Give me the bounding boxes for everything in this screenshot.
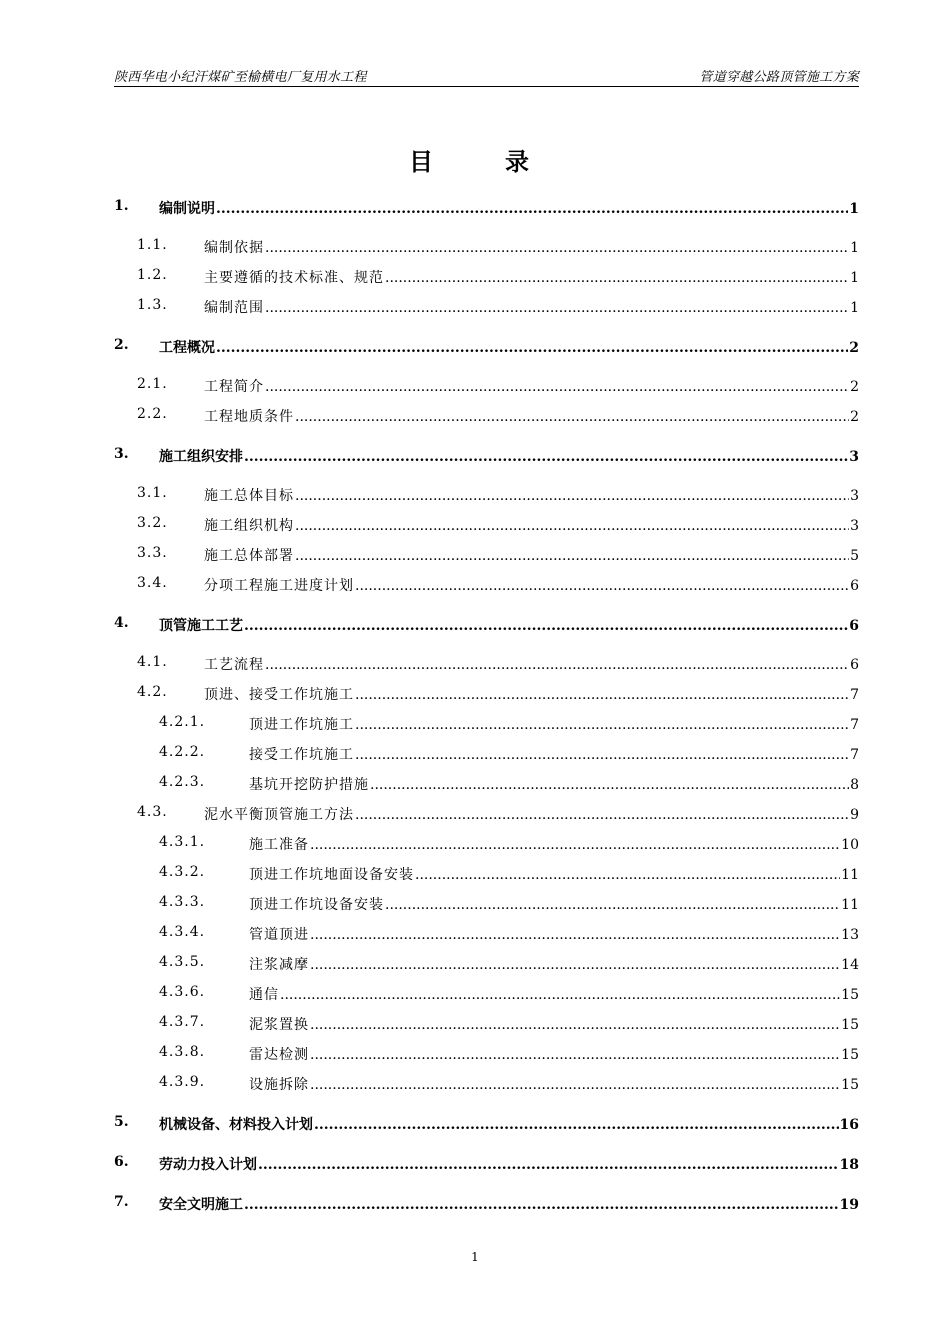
toc-entry-label[interactable]: 设施拆除 [249,1077,309,1093]
toc-entry-leader [249,714,859,734]
toc-entry[interactable] [0,774,950,796]
toc-entry-label[interactable]: 施工组织安排 [159,449,243,465]
toc-entry-label[interactable]: 施工组织机构 [204,518,294,534]
toc-entry-leader [204,804,859,824]
toc-entry[interactable] [0,1194,950,1216]
toc-entry-leader [249,744,859,764]
toc-entry-number: 3.3. [137,545,168,561]
toc-entry-page: 2 [849,340,859,356]
toc-entry-leader [249,864,859,884]
header-document-title: 管道穿越公路顶管施工方案 [699,70,859,85]
toc-entry-label[interactable]: 工艺流程 [204,657,264,673]
toc-entry[interactable] [0,1014,950,1036]
toc-entry[interactable] [0,237,950,259]
page-header [114,64,859,87]
toc-entry-label[interactable]: 施工总体部署 [204,548,294,564]
toc-dot-leader [415,867,840,883]
toc-title: 目录 [409,147,601,176]
toc-entry-page: 18 [839,1157,859,1173]
toc-entry-leader [159,1194,859,1214]
toc-dot-leader [280,987,840,1003]
toc-entry-leader [249,774,859,794]
toc-entry-label[interactable]: 雷达检测 [249,1047,309,1063]
toc-entry-number: 4.2.1. [159,714,206,730]
toc-entry-leader [204,237,859,257]
toc-entry-label[interactable]: 顶进、接受工作坑施工 [204,687,354,703]
toc-entry-page: 16 [839,1117,859,1133]
toc-dot-leader [295,548,849,564]
toc-dot-leader [355,717,849,733]
toc-entry-leader [204,485,859,505]
toc-dot-leader [265,657,849,673]
toc-entry-leader [204,297,859,317]
toc-entry[interactable] [0,1044,950,1066]
toc-entry-page: 6 [849,618,859,634]
toc-dot-leader [310,927,840,943]
toc-entry[interactable] [0,714,950,736]
toc-dot-leader [258,1157,839,1173]
toc-entry[interactable] [0,654,950,676]
toc-entry-number: 1.1. [137,237,168,253]
toc-entry-leader [249,834,859,854]
page-number: 1 [471,1250,479,1264]
toc-entry-leader [249,894,859,914]
toc-dot-leader [355,687,849,703]
toc-entry-number: 4.3.9. [159,1074,206,1090]
toc-entry-page: 19 [839,1197,859,1213]
toc-entry-label[interactable]: 工程地质条件 [204,409,294,425]
toc-entry-number: 2.2. [137,406,168,422]
toc-entry-number: 4.2.2. [159,744,206,760]
toc-dot-leader [310,1017,840,1033]
toc-dot-leader [244,449,848,465]
toc-entry-number: 3.1. [137,485,168,501]
toc-entry-number: 4.1. [137,654,168,670]
toc-entry-number: 4. [114,615,129,631]
toc-entry[interactable] [0,744,950,766]
toc-entry-label[interactable]: 顶管施工工艺 [159,618,243,634]
toc-dot-leader [216,201,848,217]
toc-entry-number: 1.2. [137,267,168,283]
toc-entry-label[interactable]: 顶进工作坑设备安装 [249,897,384,913]
toc-entry-label[interactable]: 接受工作坑施工 [249,747,354,763]
toc-entry-number: 2.1. [137,376,168,392]
toc-entry-number: 4.3.4. [159,924,206,940]
toc-entry-number: 4.2. [137,684,168,700]
toc-entry-page: 3 [850,518,859,534]
toc-entry-label[interactable]: 工程简介 [204,379,264,395]
toc-entry-page: 2 [850,379,859,395]
toc-dot-leader [310,1047,840,1063]
toc-entry[interactable] [0,297,950,319]
header-project-title: 陕西华电小纪汗煤矿至榆横电厂复用水工程 [114,70,367,85]
toc-entry-page: 7 [850,717,859,733]
toc-entry-leader [204,684,859,704]
toc-entry-label[interactable]: 顶进工作坑施工 [249,717,354,733]
toc-entry-number: 4.3.7. [159,1014,206,1030]
toc-entry-number: 3.2. [137,515,168,531]
toc-entry-leader [204,545,859,565]
toc-entry[interactable] [0,515,950,537]
toc-entry-page: 15 [841,1047,859,1063]
toc-entry-page: 3 [849,449,859,465]
toc-entry-label[interactable]: 编制范围 [204,300,264,316]
toc-entry[interactable] [0,804,950,826]
toc-entry-leader [249,924,859,944]
toc-entry-number: 4.3.8. [159,1044,206,1060]
toc-entry-page: 6 [850,578,859,594]
toc-dot-leader [310,837,840,853]
toc-entry[interactable] [0,924,950,946]
toc-entry-label[interactable]: 主要遵循的技术标准、规范 [204,270,384,286]
toc-entry-label[interactable]: 编制依据 [204,240,264,256]
toc-entry[interactable] [0,615,950,637]
toc-entry-page: 2 [850,409,859,425]
toc-entry-leader [159,198,859,218]
toc-entry-leader [159,337,859,357]
toc-dot-leader [310,1077,840,1093]
toc-entry-number: 3.4. [137,575,168,591]
toc-entry-page: 13 [841,927,859,943]
toc-entry-page: 11 [841,897,859,913]
toc-entry-label[interactable]: 注浆减摩 [249,957,309,973]
toc-entry-number: 5. [114,1114,129,1130]
toc-entry[interactable] [0,267,950,289]
toc-entry-label[interactable]: 泥浆置换 [249,1017,309,1033]
toc-entry[interactable] [0,1074,950,1096]
toc-entry-page: 15 [841,987,859,1003]
toc-entry-number: 4.3.3. [159,894,206,910]
toc-entry-leader [204,515,859,535]
toc-entry-number: 3. [114,446,129,462]
toc-dot-leader [355,747,849,763]
toc-entry[interactable] [0,954,950,976]
toc-dot-leader [265,379,849,395]
toc-entry-leader [204,267,859,287]
toc-entry-number: 1.3. [137,297,168,313]
toc-entry-leader [249,1014,859,1034]
toc-entry-number: 1. [114,198,129,214]
toc-entry-label[interactable]: 分项工程施工进度计划 [204,578,354,594]
toc-dot-leader [295,488,849,504]
toc-entry[interactable] [0,684,950,706]
toc-dot-leader [314,1117,839,1133]
toc-entry-number: 4.3.5. [159,954,206,970]
toc-entry-page: 1 [850,300,859,316]
toc-entry[interactable] [0,545,950,567]
toc-dot-leader [244,1197,839,1213]
toc-entry-leader [204,575,859,595]
toc-entry-page: 1 [849,201,859,217]
toc-entry-leader [249,1074,859,1094]
toc-dot-leader [355,578,849,594]
toc-entry-page: 7 [850,687,859,703]
toc-entry-number: 6. [114,1154,129,1170]
toc-entry-leader [159,1154,859,1174]
toc-entry-number: 4.3.2. [159,864,206,880]
toc-dot-leader [295,518,849,534]
toc-entry[interactable] [0,376,950,398]
toc-dot-leader [355,807,849,823]
toc-entry-page: 11 [841,867,859,883]
toc-entry[interactable] [0,198,950,220]
toc-entry-label[interactable]: 泥水平衡顶管施工方法 [204,807,354,823]
toc-entry-label[interactable]: 机械设备、材料投入计划 [159,1117,313,1133]
toc-entry-number: 4.3.1. [159,834,206,850]
toc-entry-page: 1 [850,270,859,286]
toc-entry-label[interactable]: 编制说明 [159,201,215,217]
toc-entry[interactable] [0,894,950,916]
toc-entry[interactable] [0,834,950,856]
toc-dot-leader [310,957,840,973]
toc-dot-leader [385,270,849,286]
toc-entry[interactable] [0,864,950,886]
toc-entry-page: 3 [850,488,859,504]
toc-entry-leader [204,376,859,396]
toc-entry-page: 5 [850,548,859,564]
toc-entry-leader [159,446,859,466]
toc-entry-label[interactable]: 施工总体目标 [204,488,294,504]
toc-entry-page: 10 [841,837,859,853]
toc-dot-leader [295,409,849,425]
toc-entry[interactable] [0,984,950,1006]
toc-dot-leader [385,897,840,913]
toc-entry-number: 4.3. [137,804,168,820]
toc-entry[interactable] [0,485,950,507]
toc-entry-page: 15 [841,1077,859,1093]
toc-entry[interactable] [0,575,950,597]
toc-entry-label[interactable]: 工程概况 [159,340,215,356]
toc-entry[interactable] [0,337,950,359]
toc-entry-page: 15 [841,1017,859,1033]
toc-entry-label[interactable]: 管道顶进 [249,927,309,943]
toc-entry-leader [204,406,859,426]
toc-dot-leader [370,777,849,793]
toc-dot-leader [244,618,848,634]
toc-entry-label[interactable]: 通信 [249,987,279,1003]
toc-entry[interactable] [0,446,950,468]
toc-entry-page: 7 [850,747,859,763]
toc-entry[interactable] [0,1114,950,1136]
toc-entry[interactable] [0,406,950,428]
toc-entry-label[interactable]: 顶进工作坑地面设备安装 [249,867,414,883]
toc-entry-label[interactable]: 安全文明施工 [159,1197,243,1213]
toc-dot-leader [265,300,849,316]
toc-entry-leader [249,984,859,1004]
toc-entry-page: 8 [850,777,859,793]
toc-entry-number: 2. [114,337,129,353]
toc-entry-label[interactable]: 施工准备 [249,837,309,853]
toc-entry-leader [249,954,859,974]
toc-entry-leader [159,1114,859,1134]
toc-entry-leader [204,654,859,674]
toc-entry-page: 14 [841,957,859,973]
toc-entry-number: 7. [114,1194,129,1210]
toc-entry-page: 6 [850,657,859,673]
toc-entry-number: 4.2.3. [159,774,206,790]
toc-entry-leader [249,1044,859,1064]
toc-dot-leader [216,340,848,356]
toc-entry-label[interactable]: 基坑开挖防护措施 [249,777,369,793]
toc-dot-leader [265,240,849,256]
toc-entry-page: 1 [850,240,859,256]
toc-entry-leader [159,615,859,635]
toc-entry-number: 4.3.6. [159,984,206,1000]
toc-entry[interactable] [0,1154,950,1176]
toc-entry-label[interactable]: 劳动力投入计划 [159,1157,257,1173]
toc-entry-page: 9 [850,807,859,823]
